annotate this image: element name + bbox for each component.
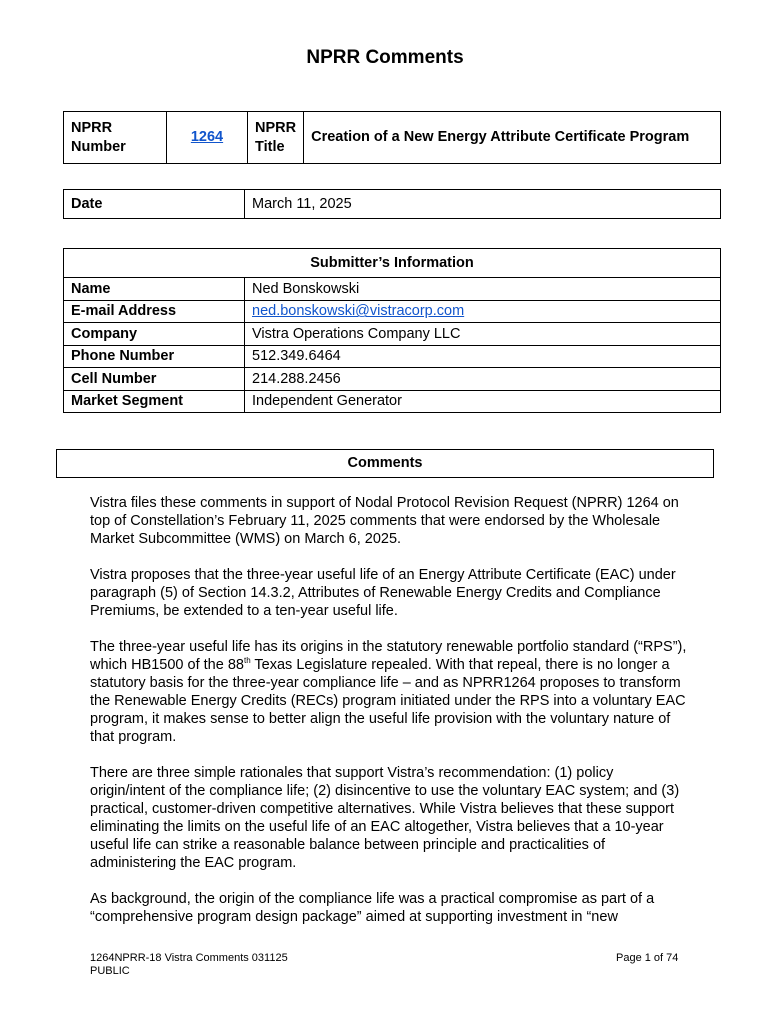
nprr-number-label: NPRR Number <box>64 112 167 164</box>
paragraph-4: There are three simple rationales that support Vistra’s recommendation: (1) policy origin/intent of the compliance life; (2) disincentive to use the voluntary EAC system; and (3) practical, customer-driven competitive alternatives. While Vistra believes that these support eliminating the limits on the useful life of an EAC altogether, Vistra believes that a 10-year useful life can strike a reasonable balance between principle and practicalities of administering the EAC program. <box>90 765 680 871</box>
email-link[interactable]: ned.bonskowski@vistracorp.com <box>252 303 465 320</box>
table-row <box>64 323 721 346</box>
phone-label: Phone Number <box>64 345 245 368</box>
table-row <box>64 345 721 368</box>
company-value: Vistra Operations Company LLC <box>245 323 721 346</box>
footer-doc-id: 1264NPRR-18 Vistra Comments 031125 <box>90 952 288 964</box>
date-table <box>63 189 721 219</box>
market-segment-value: Independent Generator <box>245 390 721 413</box>
table-row <box>64 300 721 323</box>
date-label: Date <box>64 190 245 219</box>
paragraph-1: Vistra files these comments in support of Nodal Protocol Revision Request (NPRR) 1264 on top of Constellation’s February 11, 2025 comments that were endorsed by the Wholesale Market Subcommittee (WMS) on March 6, 2025. <box>90 495 679 547</box>
email-label: E-mail Address <box>64 300 245 323</box>
table-row <box>64 368 721 391</box>
company-label: Company <box>64 323 245 346</box>
nprr-title-value: Creation of a New Energy Attribute Certificate Program <box>304 112 721 164</box>
submitter-heading: Submitter’s Information <box>64 249 721 278</box>
phone-value: 512.349.6464 <box>245 345 721 368</box>
comments-body <box>90 494 690 944</box>
paragraph-5: As background, the origin of the compliance life was a practical compromise as part of a “comprehensive program design package” aimed at supporting investment in “new <box>90 891 655 925</box>
name-value: Ned Bonskowski <box>245 278 721 301</box>
table-row <box>64 390 721 413</box>
page-title: NPRR Comments <box>306 47 464 68</box>
cell-value: 214.288.2456 <box>245 368 721 391</box>
footer-left <box>90 952 288 978</box>
comments-heading: Comments <box>56 449 714 478</box>
footer-page-number: Page 1 of 74 <box>616 952 679 964</box>
nprr-header-table <box>63 111 721 164</box>
cell-label: Cell Number <box>64 368 245 391</box>
nprr-title-label: NPRR Title <box>248 112 304 164</box>
paragraph-3: The three-year useful life has its origins in the statutory renewable portfolio standard (“RPS”), which HB1500 of the 88th Texas Legislature repealed. With that repeal, there is no longer a statutory basis for the three-year compliance life – and as NPRR1264 proposes to transform the Renewable Energy Credits (RECs) program initiated under the RPS into a voluntary EAC program, it makes sense to better align the useful life provision with the voluntary nature of that program. <box>90 639 687 745</box>
table-row <box>64 278 721 301</box>
paragraph-2: Vistra proposes that the three-year useful life of an Energy Attribute Certificate (EAC) under paragraph (5) of Section 14.3.2, Attributes of Renewable Energy Credits and Compliance Premiums, be extended to a ten-year useful life. <box>90 567 676 619</box>
date-value: March 11, 2025 <box>245 190 721 219</box>
footer-classification: PUBLIC <box>90 965 130 977</box>
nprr-number-link[interactable]: 1264 <box>190 129 224 145</box>
name-label: Name <box>64 278 245 301</box>
market-segment-label: Market Segment <box>64 390 245 413</box>
submitter-table <box>63 248 721 413</box>
